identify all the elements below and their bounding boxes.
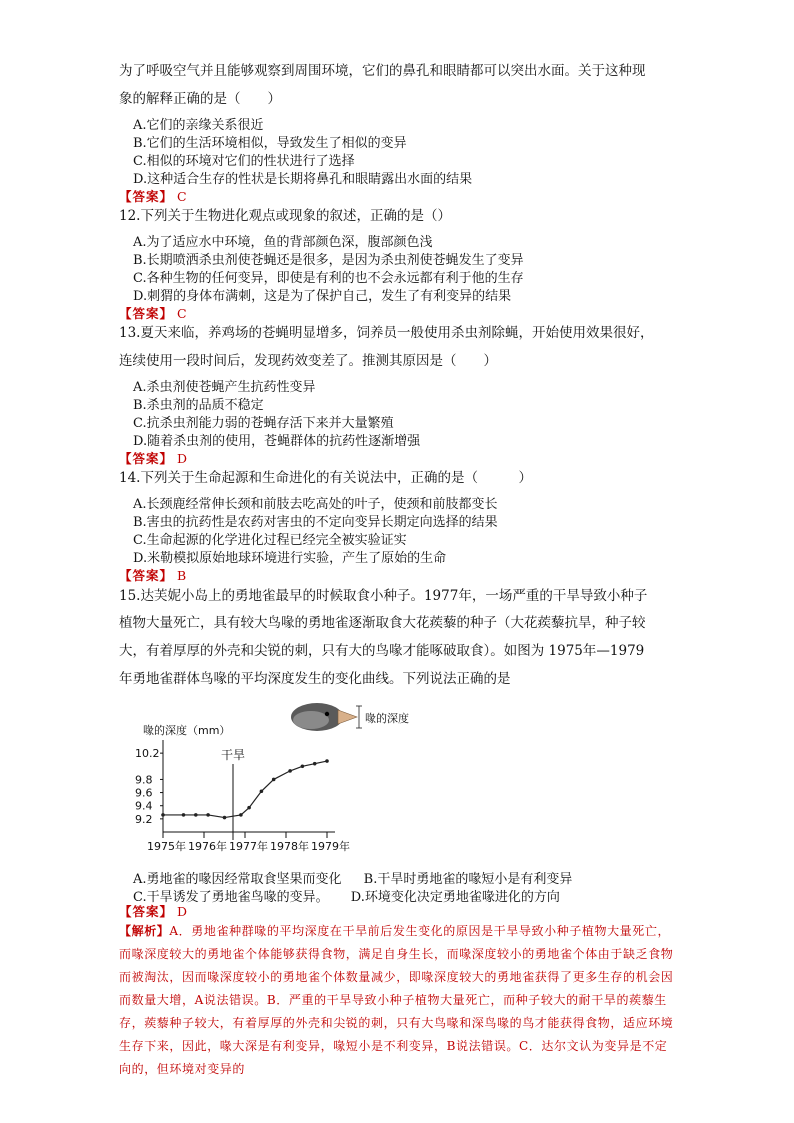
q14-option-d: D.米勒模拟原始地球环境进行实验，产生了原始的生命 (133, 551, 447, 566)
q12-option-a: A.为了适应水中环境，鱼的背部颜色深，腹部颜色浅 (133, 235, 433, 250)
data-point (272, 778, 276, 782)
q13-option-c: C.抗杀虫剂能力弱的苍蝇存活下来并大量繁殖 (133, 416, 394, 431)
answer-value: C (177, 306, 187, 321)
answer-tag: 【答案】 (119, 451, 174, 466)
explanation-tag: 【解析】 (119, 924, 170, 938)
data-point (325, 759, 329, 763)
q15-options-row2 (133, 886, 578, 905)
q11-option-d: D.这种适合生存的性状是长期将鼻孔和眼睛露出水面的结果 (133, 172, 473, 187)
q15-option-d: D.环境变化决定勇地雀喙进化的方向 (350, 890, 560, 905)
y-axis-label: 喙的深度（mm） (143, 724, 231, 737)
answer-tag: 【答案】 (119, 189, 174, 204)
q11-answer (119, 189, 187, 205)
q15-answer (119, 904, 187, 920)
data-point (182, 813, 186, 817)
answer-value: B (177, 568, 187, 583)
bird-head-illustration (291, 703, 362, 731)
data-point (260, 789, 264, 793)
q14-stem: 14.下列关于生命起源和生命进化的有关说法中，正确的是（ ） (119, 470, 532, 486)
q12-option-d: D.刺猬的身体布满刺，这是为了保护自己，发生了有利变异的结果 (133, 289, 512, 304)
q13-option-d: D.随着杀虫剂的使用，苍蝇群体的抗药性逐渐增强 (133, 434, 421, 449)
y-tick-label: 9.2 (135, 812, 153, 826)
q15-option-a: A.勇地雀的喙因经常取食坚果而变化 (133, 872, 342, 887)
y-tick-label: 9.8 (135, 773, 153, 787)
y-tick-label: 9.4 (135, 799, 153, 813)
data-point (223, 816, 227, 820)
answer-value: D (177, 451, 188, 466)
q13-stem-line1: 13.夏天来临，养鸡场的苍蝇明显增多，饲养员一般使用杀虫剂除蝇，开始使用效果很好， (119, 325, 654, 341)
answer-tag: 【答案】 (119, 904, 174, 919)
q13-option-a: A.杀虫剂使苍蝇产生抗药性变异 (133, 380, 316, 395)
q12-answer (119, 306, 187, 322)
answer-tag: 【答案】 (119, 568, 174, 583)
beak-depth-chart (135, 700, 435, 860)
data-point (194, 813, 198, 817)
q15-stem-line2: 植物大量死亡，具有较大鸟喙的勇地雀逐渐取食大花蒺藜的种子（大花蒺藜抗旱，种子较 (119, 615, 646, 631)
q14-option-c: C.生命起源的化学进化过程已经完全被实验证实 (133, 533, 407, 548)
q15-stem-line3: 大，有着厚厚的外壳和尖锐的刺，只有大的鸟喙才能啄破取食）。如图为 1975年—1979 (119, 643, 645, 659)
x-tick-label: 1979年 (311, 840, 350, 853)
y-tick-label: 10.2 (135, 747, 160, 761)
explanation-text: A．勇地雀种群喙的平均深度在干旱前后发生变化的原因是干旱导致小种子植物大量死亡，而喙深度较大的勇地雀个体能够获得食物，满足自身生长，而喙深度较小的勇地雀个体由于缺乏食物而被淘汰，因而喙深度较小的勇地雀个体数量减少，即喙深度较大的勇地雀获得了更多生存的机会因而数量大增，A说法错误。B．严重的干旱导致小种子植物大量死亡，而种子较大的耐干旱的蒺藜生存，蒺藜种子较大，有着厚厚的外壳和尖锐的刺，只有大鸟喙和深鸟喙的鸟才能获得食物，适应环境生存下来，因此，喙大深是有利变异，喙短小是不利变异，B说法错误。C．达尔文认为变异是不定向的，但环境对变异的 (119, 924, 674, 1076)
y-tick-label: 9.6 (135, 786, 153, 800)
x-tick-label: 1978年 (270, 840, 309, 853)
data-point (206, 813, 210, 817)
q11-option-a: A.它们的亲缘关系很近 (133, 118, 264, 133)
data-point (247, 806, 251, 810)
q11-option-c: C.相似的环境对它们的性状进行了选择 (133, 154, 355, 169)
q12-stem: 12.下列关于生物进化观点或现象的叙述，正确的是（） (119, 208, 451, 224)
data-point (313, 762, 317, 766)
answer-value: D (177, 904, 188, 919)
q15-stem-line1: 15.达芙妮小岛上的勇地雀最早的时候取食小种子。1977年，一场严重的干旱导致小种子 (119, 588, 648, 604)
data-point (239, 813, 243, 817)
q14-option-a: A.长颈鹿经常伸长颈和前肢去吃高处的叶子，使颈和前肢都变长 (133, 497, 498, 512)
x-tick-label: 1976年 (188, 840, 227, 853)
q14-option-b: B.害虫的抗药性是农药对害虫的不定向变异长期定向选择的结果 (133, 515, 498, 530)
data-point (301, 764, 305, 768)
q15-option-c: C.干旱诱发了勇地雀鸟喙的变异。 (133, 890, 329, 905)
q12-option-b: B.长期喷洒杀虫剂使苍蝇还是很多，是因为杀虫剂使苍蝇发生了变异 (133, 253, 524, 268)
q13-option-b: B.杀虫剂的品质不稳定 (133, 398, 264, 413)
q15-stem-line4: 年勇地雀群体鸟喙的平均深度发生的变化曲线。下列说法正确的是 (119, 671, 511, 687)
data-point (288, 769, 292, 773)
q12-option-c: C.各种生物的任何变异，即使是有利的也不会永远都有利于他的生存 (133, 271, 524, 286)
x-tick-label: 1975年 (147, 840, 186, 853)
q15-explanation (119, 920, 679, 1081)
data-point (161, 813, 165, 817)
q13-stem-line2: 连续使用一段时间后，发现药效变差了。推测其原因是（ ） (119, 353, 497, 369)
x-tick-label: 1977年 (229, 840, 268, 853)
q15-option-b: B.干旱时勇地雀的喙短小是有利变异 (363, 872, 573, 887)
q15-options-row1 (133, 868, 590, 887)
q11-option-b: B.它们的生活环境相似，导致发生了相似的变异 (133, 136, 407, 151)
answer-value: C (177, 189, 187, 204)
series-line (163, 761, 327, 818)
q14-answer (119, 568, 186, 584)
q11-stem-line1: 为了呼吸空气并且能够观察到周围环境，它们的鼻孔和眼睛都可以突出水面。关于这种现 (119, 63, 646, 79)
drought-annotation: 干旱 (221, 748, 246, 762)
q11-stem-line2: 象的解释正确的是（ ） (119, 91, 281, 107)
answer-tag: 【答案】 (119, 306, 174, 321)
beak-depth-label: 喙的深度 (365, 712, 409, 725)
q13-answer (119, 451, 187, 467)
